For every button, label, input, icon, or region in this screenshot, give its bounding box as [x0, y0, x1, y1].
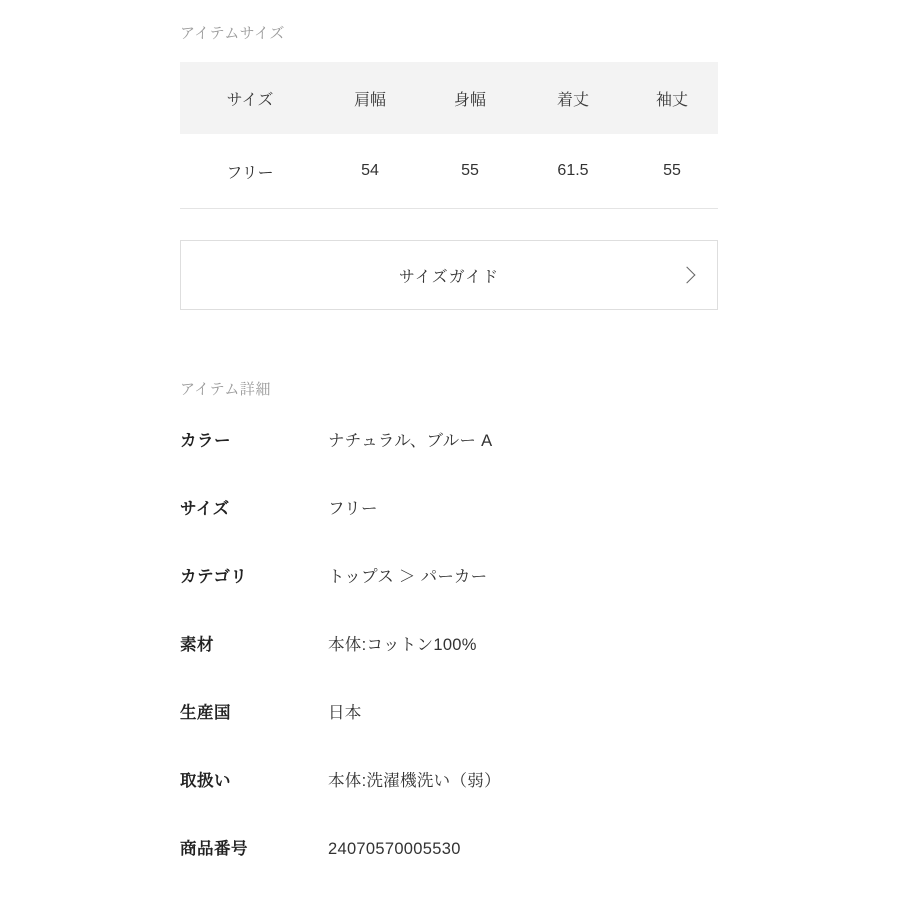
list-item — [180, 636, 740, 704]
size-table-cell: 61.5 — [520, 134, 626, 209]
detail-value: フリー — [328, 500, 378, 518]
list-item — [180, 568, 740, 636]
item-detail-section-title: アイテム詳細 — [180, 381, 271, 398]
size-table-header — [180, 62, 718, 134]
size-guide-label: サイズガイド — [398, 268, 500, 286]
detail-value: ナチュラル、ブルー A — [328, 432, 493, 450]
detail-value: 本体:洗濯機洗い（弱） — [328, 772, 501, 790]
list-item — [180, 772, 740, 840]
item-size-table — [180, 62, 718, 209]
detail-label: 生産国 — [180, 704, 231, 722]
list-item — [180, 432, 740, 500]
detail-label: 商品番号 — [180, 840, 248, 858]
list-item — [180, 500, 740, 568]
detail-value: 24070570005530 — [328, 840, 461, 858]
detail-label: カテゴリ — [180, 568, 248, 586]
detail-value: トップス ＞ パーカー — [328, 568, 488, 586]
detail-label: サイズ — [180, 500, 230, 518]
size-table-cell: フリー — [180, 134, 320, 209]
table-header-row — [180, 62, 718, 134]
list-item — [180, 840, 740, 908]
detail-value: 本体:コットン100% — [328, 636, 477, 654]
chevron-right-icon — [681, 269, 693, 281]
table-row — [180, 134, 718, 209]
detail-label: 素材 — [180, 636, 214, 654]
size-table-header-cell: 袖丈 — [655, 91, 688, 109]
size-table-header-cell: 肩幅 — [353, 91, 386, 109]
size-table-cell: 54 — [320, 134, 420, 209]
size-table-header-cell: 着丈 — [556, 91, 589, 109]
list-item — [180, 704, 740, 772]
size-table-header-cell: サイズ — [226, 91, 274, 109]
detail-value: 日本 — [328, 704, 362, 722]
item-size-section-title: アイテムサイズ — [180, 25, 285, 42]
item-detail-list — [180, 432, 740, 908]
detail-label: 取扱い — [180, 772, 231, 790]
size-table-cell: 55 — [626, 134, 718, 209]
size-table-cell: 55 — [420, 134, 520, 209]
detail-label: カラー — [180, 432, 231, 450]
size-table-body — [180, 134, 718, 209]
size-guide-button[interactable] — [180, 240, 718, 310]
size-table-header-cell: 身幅 — [453, 91, 486, 109]
